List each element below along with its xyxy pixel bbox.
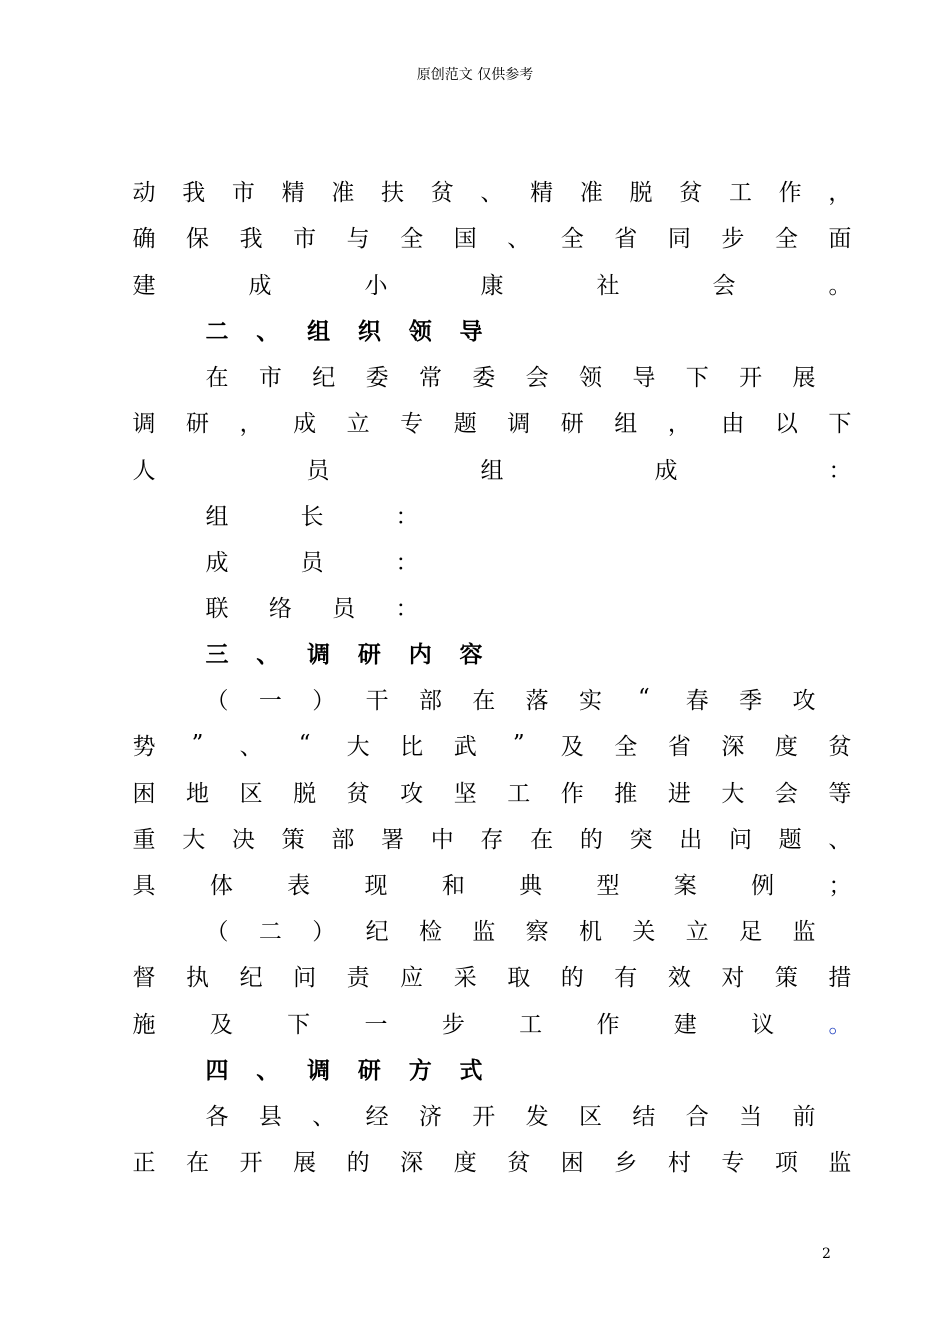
paragraph-line: 人 员 组 成 ： [132,457,852,484]
paragraph-line: （ 一 ） 干 部 在 落 实 “ 春 季 攻 [205,685,816,714]
paragraph-line: 调 研 ， 成 立 专 题 调 研 组 ， 由 以 下 [132,410,852,437]
role-label: 联 络 员 ： [205,595,419,622]
paragraph-line: 势 ” 、 “ 大 比 武 ” 及 全 省 深 度 贫 [132,731,852,760]
paragraph-line: 困 地 区 脱 贫 攻 坚 工 作 推 进 大 会 等 [132,780,852,807]
section-heading: 三 、 调 研 内 容 [205,640,483,668]
role-label: 组 长 ： [205,503,419,530]
paragraph-line: 动 我 市 精 准 扶 贫 、 精 准 脱 贫 工 作 ， [132,179,852,206]
paragraph-line: 重 大 决 策 部 署 中 存 在 的 突 出 问 题 、 [132,826,852,853]
role-label: 成 员 ： [205,549,419,576]
paragraph-line: 督 执 纪 问 责 应 采 取 的 有 效 对 策 措 [132,964,852,991]
paragraph-line: 建 成 小 康 社 会 。 [132,272,852,299]
paragraph-line: 具 体 表 现 和 典 型 案 例 ； [132,872,852,899]
paragraph-line: 各 县 、 经 济 开 发 区 结 合 当 前 [205,1103,816,1130]
section-heading: 二 、 组 织 领 导 [205,317,483,345]
paragraph-line: 在 市 纪 委 常 委 会 领 导 下 开 展 [205,364,816,391]
page-header: 原创范文 仅供参考 [416,67,534,83]
section-heading: 四 、 调 研 方 式 [205,1056,483,1084]
paragraph-line: 施 及 下 一 步 工 作 建 议 。 [132,1011,852,1038]
paragraph-line: 确 保 我 市 与 全 国 、 全 省 同 步 全 面 [132,225,852,252]
page-number: 2 [822,1246,831,1262]
paragraph-line: 正 在 开 展 的 深 度 贫 困 乡 村 专 项 监 [132,1149,852,1176]
paragraph-line: （ 二 ） 纪 检 监 察 机 关 立 足 监 [205,918,816,945]
